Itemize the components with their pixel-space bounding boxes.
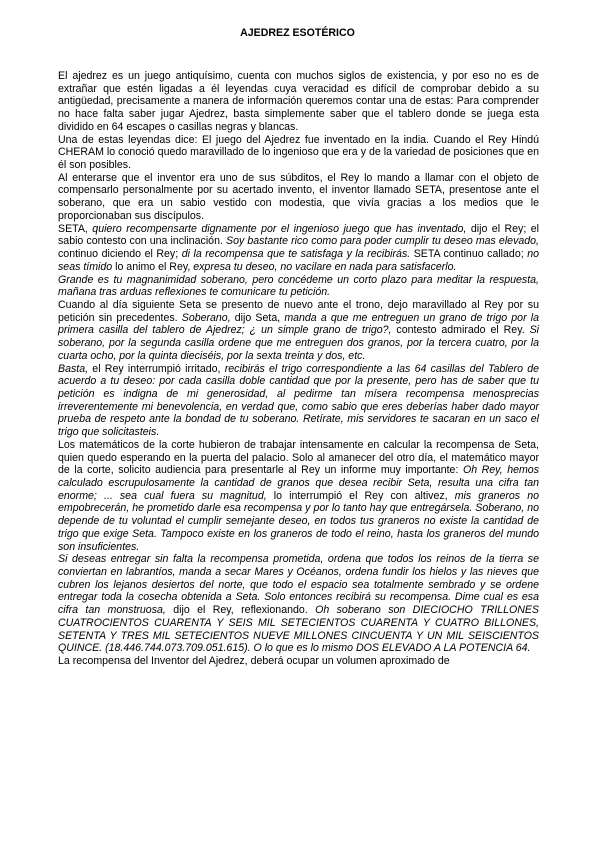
paragraph xyxy=(58,439,539,553)
text-run: lo animo el Rey, xyxy=(112,260,194,273)
italic-text-run: Soberano, xyxy=(181,311,231,324)
text-run: Una de estas leyendas dice: El juego del Ajedrez fue inventado en la india. Cuando el Rey Hindú CHERAM lo conoció quedo maravillado de lo ingenioso que era y de la variedad de posiciones que en él son posibles. xyxy=(58,133,539,172)
italic-text-run: mis graneros no empobrecerán, he prometido darle esa recompensa y por lo tanto hay que entregársela. Soberano, no depende de tu voluntad el cumplir semejante deseo, en todos tus graneros no existe la cantidad de trigo que exige Seta. Tampoco existe en los graneros de todo el reino, hasta los graneros del mundo son insuficientes. xyxy=(58,489,539,553)
italic-text-run: expresa tu deseo, no vacilare en nada para satisfacerlo. xyxy=(193,260,457,273)
text-run: Cuando al día siguiente Seta se presento de nuevo ante el trono, dejo maravillado al Rey por su petición sin precedentes. xyxy=(58,298,539,324)
italic-text-run: Basta, xyxy=(58,362,89,375)
paragraph xyxy=(58,70,539,134)
italic-text-run: Si deseas entregar sin falta la recompensa prometida, ordena que todos los reinos de la tierra se conviertan en labrantíos, manda a secar Mares y Océanos, ordena fundir los hielos y las nieves que cubren los lejanos desiertos del norte, que todo el espacio sea totalmente sembrado y se ordene entregar toda la cosecha obtenida a Seta. Solo entonces recibirá su recompensa. Dime cual es esa cifra tan monstruosa, xyxy=(58,553,539,617)
text-run: La recompensa del Inventor del Ajedrez, deberá ocupar un volumen aproximado de xyxy=(58,655,450,668)
paragraph xyxy=(58,553,539,655)
italic-text-run: quiero recompensarte dignamente por el ingenioso juego que has inventado, xyxy=(92,222,467,235)
text-run: lo interrumpió el Rey con altivez, xyxy=(266,489,455,502)
text-run: El ajedrez es un juego antiquísimo, cuenta con muchos siglos de existencia, y por eso no es de extrañar que estén ligadas a él leyendas cuya veracidad es difícil de comprobar debido a su antigüedad, precisamente a manera de información queremos contar una de estas: Para comprender no hace falta saber jugar Ajedrez, basta simplemente saber que el tablero donde se juega esta dividido en 64 escapes o casillas negras y blancas. xyxy=(58,70,539,133)
paragraph xyxy=(58,223,539,274)
text-run: dijo el Rey, reflexionando. xyxy=(165,604,316,617)
italic-text-run: Grande es tu magnanimidad soberano, pero concédeme un corto plazo para meditar la respuesta, mañana tras arduas reflexiones te comunicare tu petición. xyxy=(58,273,539,299)
text-run: SETA, xyxy=(58,222,93,235)
text-run: Los matemáticos de la corte hubieron de trabajar intensamente en calcular la recompensa de Seta, quien quedo esperando en la puerta del palacio. Solo al amanecer del otro día, el matemático mayor de la corte, solicito audiencia para presentarle al Rey un informe muy importante: xyxy=(58,438,539,477)
italic-text-run: Si soberano, por la segunda casilla ordene que me entreguen dos granos, por la tercera cuatro, por la cuarta ocho, por la quinta dieciséis, por la sexta treinta y dos, etc. xyxy=(58,324,539,362)
document-body xyxy=(58,70,539,668)
italic-text-run: Oh soberano son DIECIOCHO TRILLONES CUATROCIENTOS CUARENTA Y SEIS MIL SETECIENTOS CUARENTA Y CUATRO BILLONES, SETENTA Y TRES MIL SETECIENTOS NUEVE MILLONES CINCUENTA Y UN MIL SEISCIENTOS QUINCE. (18.446.744.073.709.051.615). O lo que es lo mismo DOS ELEVADO A LA POTENCIA 64. xyxy=(58,604,539,655)
paragraph xyxy=(58,134,539,172)
paragraph xyxy=(58,363,539,439)
text-run: continuo diciendo el Rey; xyxy=(58,248,182,261)
text-run: dijo Seta, xyxy=(230,311,285,324)
paragraph xyxy=(58,655,539,668)
italic-text-run: Oh Rey, hemos calculado escrupulosamente la cantidad de granos que desea recibir Seta, resulta una cifra tan enorme; ... sea cual fuera su magnitud, xyxy=(58,464,539,502)
italic-text-run: no seas tímido xyxy=(58,248,539,273)
text-run: SETA continuo callado; xyxy=(410,248,528,261)
italic-text-run: manda a que me entreguen un grano de trigo por la primera casilla del tablero de Ajedrez; ¿ un simple grano de trigo?, xyxy=(58,311,539,337)
paragraph xyxy=(58,299,539,363)
text-run: Al enterarse que el inventor era uno de sus súbditos, el Rey lo mando a llamar con el objeto de compensarlo personalmente por su acertado invento, el inventor llamado SETA, presentose ante el soberano, que era un sabio vestido con modestia, que vivía gracias a los medios que le proporcionaban sus discípulos. xyxy=(58,171,539,222)
text-run: el Rey interrumpió irritado, xyxy=(88,362,225,375)
paragraph xyxy=(58,274,539,299)
italic-text-run: Soy bastante rico como para poder cumplir tu deseo mas elevado, xyxy=(226,235,539,248)
text-run: dijo el Rey; el sabio contesto con una inclinación. xyxy=(58,222,539,248)
paragraph xyxy=(58,172,539,223)
italic-text-run: di la recompensa que te satisfaga y la recibirás. xyxy=(181,248,411,261)
text-run: contesto admirado el Rey. xyxy=(391,324,530,337)
document-title: AJEDREZ ESOTÉRICO xyxy=(240,27,355,39)
italic-text-run: recibirás el trigo correspondiente a las 64 casillas del Tablero de acuerdo a tu deseo: por cada casilla doble cantidad que por la presente, pero has de saber que tu petición es indigna de mi generosidad, al pedirme tan mísera recompensa menosprecias irreverentemente mi benevolencia, en verdad que, como sabio que eres deberías haber dado mayor prueba de respeto ante la bondad de tu soberano. Retírate, mis servidores te sacaran en un saco el trigo que solicitasteis. xyxy=(58,362,540,439)
